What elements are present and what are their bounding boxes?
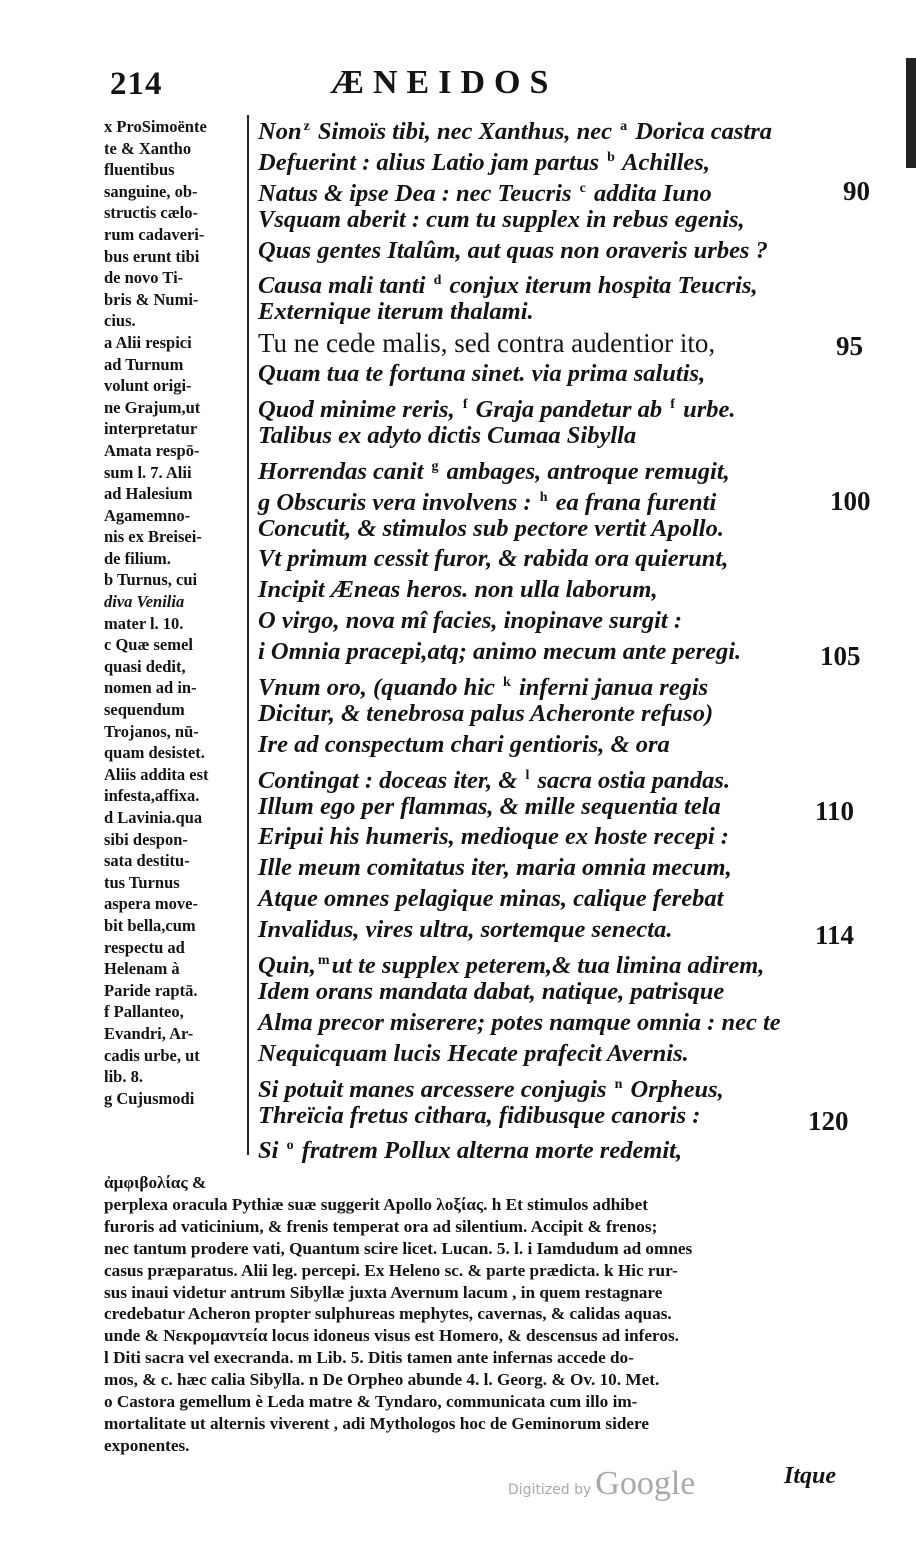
side-note-line: f Pallanteo, [104, 1002, 184, 1022]
verse-text: Quod minime reris, [258, 396, 461, 424]
verse-line [258, 390, 858, 424]
side-note-line: infesta,affixa. [104, 786, 200, 806]
marginal-notes [104, 116, 246, 1109]
side-note-line: Evandri, Ar- [104, 1023, 194, 1043]
verse-text: Quin, [258, 952, 316, 980]
footnote-line: mos, & c. hæc calia Sibylla. n De Orpheo abunde 4. l. Georg. & Ov. 10. Met. [104, 1370, 660, 1390]
side-note-line: sequendum [104, 700, 185, 720]
verse-text: Dorica castra [629, 118, 773, 146]
side-note-line: te & Xantho [104, 138, 192, 158]
side-note-line: quam desistet. [104, 743, 205, 763]
note-marker: f [670, 397, 675, 413]
side-note-line: c Quæ semel [104, 635, 193, 655]
verse-text: urbe. [676, 396, 736, 424]
side-note-line: Helenam à [104, 959, 180, 979]
verse-line [258, 174, 858, 205]
verse-text: sacra ostia pandas. [531, 766, 731, 794]
page-header [0, 58, 916, 108]
verse-text: i Omnia pracepi,atq; animo mecum ante peregi. [258, 638, 742, 666]
note-marker: k [503, 675, 511, 691]
verse-line [258, 1101, 858, 1132]
verse-line [258, 606, 858, 637]
verse-line [258, 637, 858, 668]
side-note-line: nomen ad in- [104, 678, 197, 698]
footnote-line: furoris ad vaticinium, & frenis temperat ora ad silentium. Accipit & frenos; [104, 1216, 658, 1236]
note-marker: g [431, 458, 439, 474]
verse-line [258, 575, 858, 606]
google-logo: Google [595, 1465, 696, 1502]
note-marker: o [286, 1138, 294, 1154]
verse-text: ea frana furenti [549, 488, 717, 516]
footnote-line: l Diti sacra vel execranda. m Lib. 5. Ditis tamen ante infernas accede do- [104, 1348, 634, 1368]
digitized-by-google-watermark [508, 1465, 695, 1503]
line-number: 100 [830, 486, 871, 516]
note-marker: f [462, 397, 468, 413]
verse-line [258, 884, 858, 915]
verse-line [258, 421, 858, 452]
side-note-line: nis ex Breisei- [104, 527, 202, 547]
verse-line [258, 822, 858, 853]
verse-text: Contingat : doceas iter, & [258, 766, 524, 794]
verse-text: Vt primum cessit furor, & rabida ora quierunt, [258, 545, 729, 573]
page-edge-shadow [906, 58, 916, 168]
catchword: Itque [784, 1463, 837, 1489]
running-title: ÆNEIDOS [330, 64, 558, 101]
verse-line [258, 915, 858, 946]
verse-text: inferni janua regis [512, 674, 709, 702]
footnote-line: exponentes. [104, 1435, 190, 1455]
page-number: 214 [110, 66, 163, 102]
verse-text: Invalidus, vires ultra, sortemque senecta. [258, 916, 673, 944]
footnote-line: perplexa oracula Pythiæ suæ suggerit Apollo λοξίας. h Et stimulos adhibet [104, 1194, 648, 1214]
verse-text: Natus & ipse Dea : nec Teucris [258, 179, 578, 207]
verse-line [258, 452, 858, 483]
verse-line [258, 1008, 858, 1039]
verse-text: Alma precor miserere; potes namque omnia : nec te [258, 1008, 781, 1036]
note-marker: n [614, 1076, 623, 1092]
side-note-line: fluentibus [104, 160, 175, 180]
verse-line [258, 792, 858, 823]
note-marker: h [539, 489, 548, 505]
side-note-line: bit bella,cum [104, 915, 196, 935]
note-marker: c [579, 180, 586, 196]
verse-line [258, 977, 858, 1008]
side-note-line: sanguine, ob- [104, 181, 198, 201]
footnotes [104, 1172, 860, 1457]
verse-text: Si [258, 1137, 285, 1165]
verse-text: Quam tua te fortuna sinet. via prima salutis, [258, 360, 706, 388]
footnote-line: sus inaui videtur antrum Sibyllæ juxta Avernum lacum , in quem restagnare [104, 1282, 663, 1302]
side-note-line: sum l. 7. Alii [104, 462, 192, 482]
verse-text: Si potuit manes arcessere conjugis [258, 1075, 613, 1103]
verse-text: fratrem Pollux alterna morte redemit, [295, 1137, 683, 1165]
verse-line [258, 853, 858, 884]
footnote-line: casus præparatus. Alii leg. percepi. Ex Heleno sc. & parte prædicta. k Hic rur- [104, 1260, 678, 1280]
verse-text: Dicitur, & tenebrosa palus Acheronte refuso) [258, 699, 714, 727]
verse-text: Threïcia fretus cithara, fidibusque canoris : [258, 1101, 701, 1129]
side-note-line: Agamemno- [104, 505, 191, 525]
verse-line [258, 483, 858, 514]
verse-text: Nequicquam lucis Hecate prafecit Avernis. [258, 1039, 689, 1067]
verse-line [258, 236, 858, 267]
footnote-line: unde & Νεκρομαντεία locus idoneus visus est Homero, & descensus ad inferos. [104, 1326, 679, 1346]
note-marker: b [607, 149, 615, 165]
verse-line [258, 266, 858, 300]
verse-text: Causa mali tanti [258, 272, 432, 300]
note-marker: a [620, 119, 628, 134]
verse-text: Horrendas canit [258, 457, 430, 485]
note-marker: d [433, 273, 442, 289]
line-number: 110 [815, 796, 855, 826]
side-note-line: diva Venilia [104, 592, 185, 612]
footnote-line: o Castora gemellum è Leda matre & Tyndaro, communicata cum illo im- [104, 1392, 638, 1412]
verse-text: Graja pandetur ab [469, 396, 669, 424]
verse-text: Quas gentes Italûm, aut quas non oraveris urbes ? [258, 236, 768, 264]
verse-line [258, 297, 858, 328]
verse-text: Non [258, 118, 302, 146]
footnote-line: nec tantum prodere vati, Quantum scire licet. Lucan. 5. l. i Iamdudum ad omnes [104, 1238, 693, 1258]
side-note-line: cius. [104, 311, 136, 331]
verse-text: O virgo, nova mî facies, inopinave surgit : [258, 607, 682, 635]
note-marker: l [525, 767, 530, 783]
verse-text: addita Iuno [587, 179, 712, 207]
footnote-line: mortalitate ut alternis viverent , adi Mythologos hoc de Geminorum sidere [104, 1413, 649, 1433]
verse-text: Vsquam aberit : cum tu supplex in rebus egenis, [258, 205, 745, 233]
verse-text: conjux iterum hospita Teucris, [443, 272, 758, 300]
footnote-line: ἀμφιβολίας & [104, 1173, 207, 1192]
line-number: 120 [808, 1106, 849, 1136]
verse-text: Vnum oro, (quando hic [258, 674, 502, 702]
verse-line [258, 205, 858, 236]
side-note-line: sata destitu- [104, 851, 190, 871]
side-note-line: Trojanos, nū- [104, 721, 199, 741]
side-note-line: bus erunt tibi [104, 246, 200, 266]
verse-text: Talibus ex adyto dictis Cumaa Sibylla [258, 421, 637, 449]
side-note-line: Amata respō- [104, 440, 200, 460]
verse-text: Atque omnes pelagique minas, calique ferebat [258, 885, 724, 913]
verse-text: Tu ne cede malis, sed contra audentior ito, [258, 328, 716, 359]
verse-text: ambages, antroque remugit, [440, 457, 730, 485]
side-note-line: volunt origi- [104, 376, 192, 396]
verse-text: Eripui his humeris, medioque ex hoste recepi : [258, 823, 729, 851]
verse-line [258, 112, 858, 146]
note-marker: z [303, 119, 310, 134]
side-note-line: d Lavinia.qua [104, 808, 203, 827]
line-number: 114 [815, 920, 855, 950]
verse-text: Concutit, & stimulos sub pectore vertit Apollo. [258, 514, 724, 542]
side-note-line: interpretatur [104, 419, 198, 439]
side-note-line: lib. 8. [104, 1067, 143, 1087]
side-note-line: ad Halesium [104, 484, 193, 504]
side-note-line: a Alii respici [104, 332, 192, 352]
verse-text: Incipit Æneas heros. non ulla laborum, [258, 576, 658, 604]
verse-line [258, 328, 858, 359]
verse-text: ut te supplex peterem,& tua limina adirem, [331, 952, 765, 980]
footnote-line: credebatur Acheron propter sulphureas mephytes, cavernas, & calidas aquas. [104, 1304, 672, 1324]
verse-text: Ire ad conspectum chari gentioris, & ora [258, 730, 670, 758]
side-note-line: Aliis addita est [104, 764, 209, 784]
side-note-line: ne Grajum,ut [104, 397, 201, 417]
side-note-line: bris & Numi- [104, 289, 199, 309]
verse-line [258, 1039, 858, 1070]
verse-line [258, 359, 858, 390]
verse-block [258, 112, 858, 1165]
verse-text: g Obscuris vera involvens : [258, 488, 538, 516]
verse-line [258, 699, 858, 730]
side-note-line: de novo Ti- [104, 268, 184, 288]
side-note-line: g Cujusmodi [104, 1088, 195, 1108]
side-note-line: aspera move- [104, 894, 198, 914]
verse-text: Illum ego per flammas, & mille sequentia tela [258, 792, 721, 820]
side-note-line: sibi despon- [104, 829, 188, 849]
side-note-line: mater l. 10. [104, 613, 184, 633]
verse-line [258, 761, 858, 792]
note-marker: m [317, 953, 330, 969]
verse-line [258, 1070, 858, 1101]
verse-line [258, 946, 858, 980]
side-note-line: structis cælo- [104, 203, 198, 223]
verse-line [258, 514, 858, 545]
verse-text: Idem orans mandata dabat, natique, patrisque [258, 977, 725, 1005]
side-note-line: ad Turnum [104, 354, 184, 374]
side-note-line: Paride raptā. [104, 980, 198, 1000]
verse-text: Orpheus, [624, 1075, 724, 1103]
verse-line [258, 730, 858, 761]
line-number: 90 [843, 176, 870, 206]
side-note-line: quasi dedit, [104, 656, 186, 676]
verse-line [258, 1131, 858, 1165]
verse-line [258, 544, 858, 575]
side-note-line: de filium. [104, 548, 171, 568]
verse-text: Achilles, [616, 149, 710, 177]
verse-text: Defuerint : alius Latio jam partus [258, 149, 606, 177]
side-note-line: respectu ad [104, 937, 185, 957]
verse-line [258, 143, 858, 177]
watermark-prefix: Digitized by [508, 1482, 592, 1498]
side-note-line: tus Turnus [104, 872, 180, 892]
line-number: 105 [820, 641, 861, 671]
verse-text: Ille meum comitatus iter, maria omnia mecum, [258, 854, 732, 882]
side-note-line: cadis urbe, ut [104, 1045, 200, 1065]
verse-text: Simoïs tibi, nec Xanthus, nec [311, 118, 619, 146]
side-note-line: rum cadaveri- [104, 224, 205, 244]
side-note-line: x ProSimoënte [104, 117, 207, 136]
side-note-line: b Turnus, cui [104, 570, 198, 590]
verse-text: Externique iterum thalami. [258, 298, 534, 326]
column-rule [247, 115, 249, 1155]
line-number: 95 [836, 331, 863, 361]
verse-line [258, 668, 858, 702]
